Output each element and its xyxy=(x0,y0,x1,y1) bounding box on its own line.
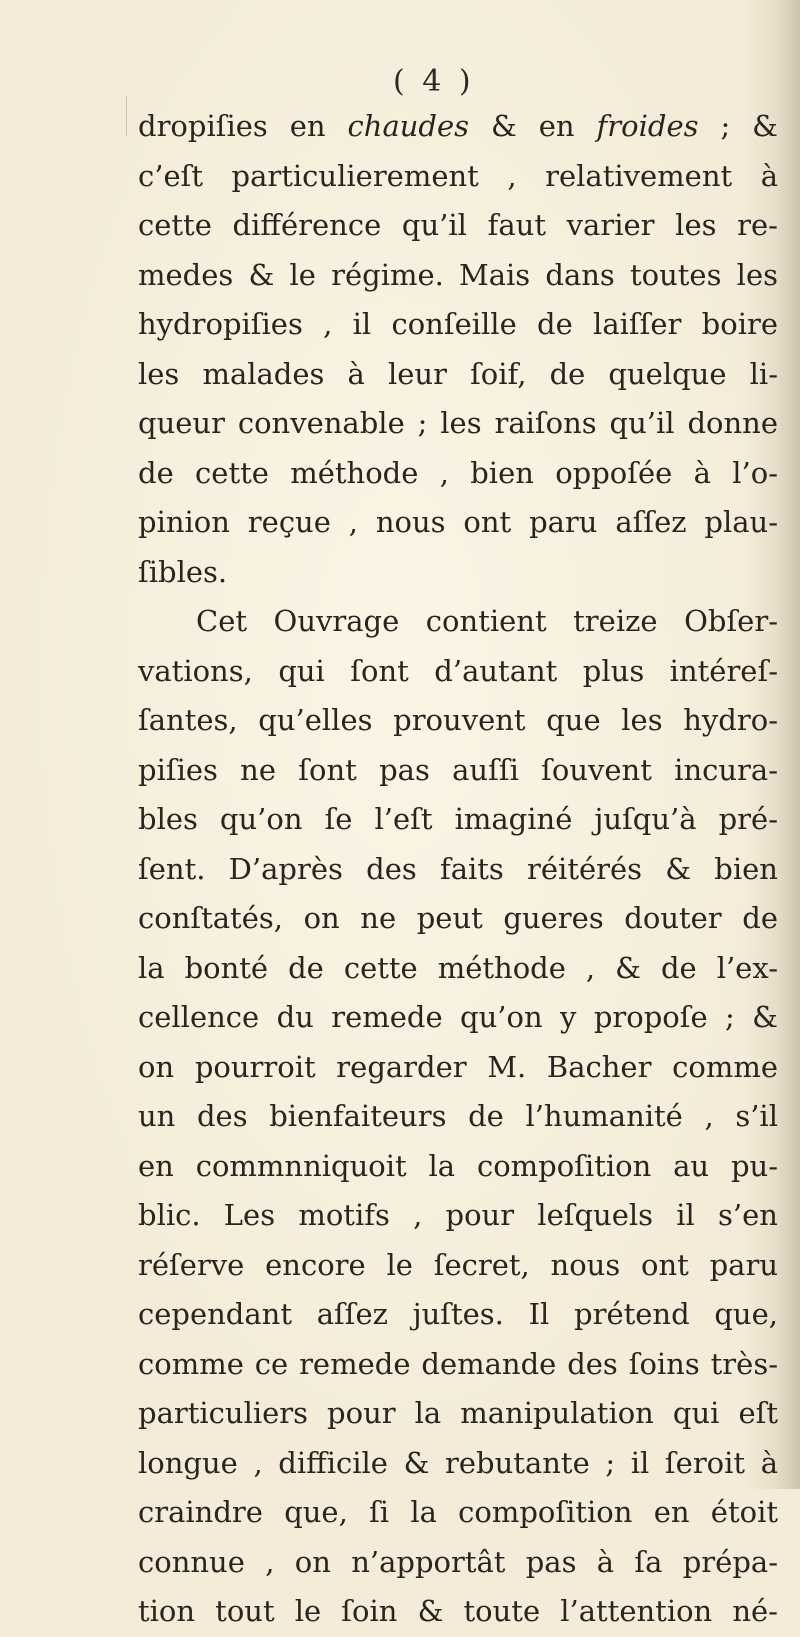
paragraph-end-line: ſibles. xyxy=(138,554,228,589)
italic-word: chaudes xyxy=(347,109,470,143)
text-line: réſerve encore le ſecret, nous ont paru xyxy=(138,1247,778,1282)
text-line: conſtatés, on ne peut gueres douter de xyxy=(138,901,778,935)
italic-word: froides xyxy=(596,109,699,143)
text-line: les malades à leur ſoif, de quelque li- xyxy=(138,356,778,391)
text-line: bles qu’on ſe l’eſt imaginé juſqu’à pré- xyxy=(138,802,778,836)
text-line: longue , difficile & rebutante ; il ſeroit à xyxy=(138,1445,778,1480)
text-line: la bonté de cette méthode , & de l’ex- xyxy=(138,950,778,985)
text-line: queur convenable ; les raiſons qu’il donne xyxy=(138,406,778,440)
text-line: un des bienfaiteurs de l’humanité , s’il xyxy=(138,1099,778,1133)
text-line: en commnniquoit la compoſition au pu- xyxy=(138,1148,778,1183)
text-line: cellence du remede qu’on y propoſe ; & xyxy=(138,1000,778,1034)
text-line: piſies ne ſont pas auſſi ſouvent incura- xyxy=(138,752,778,787)
text-line: pinion reçue , nous ont paru aſſez plau- xyxy=(138,505,778,539)
text-line: comme ce remede demande des ſoins très- xyxy=(138,1346,778,1381)
gutter-mark xyxy=(126,96,127,136)
text-line: ſent. D’après des faits réitérés & bien xyxy=(138,851,778,886)
text-line: ſantes, qu’elles prouvent que les hydro- xyxy=(138,703,778,737)
text-line: craindre que, ſi la compoſition en étoit xyxy=(138,1495,778,1529)
text-line: cependant aſſez juſtes. Il prétend que, xyxy=(138,1297,778,1331)
text-line: medes & le régime. Mais dans toutes les xyxy=(138,257,778,292)
text-line: particuliers pour la manipulation qui eſt xyxy=(138,1396,778,1430)
text-line: tion tout le ſoin & toute l’attention né- xyxy=(138,1594,778,1628)
body-text xyxy=(138,102,778,1637)
text-line: c’eſt particulierement , relativement à xyxy=(138,158,778,193)
text-line: de cette méthode , bien oppoſée à l’o- xyxy=(138,455,778,490)
paragraph-start-line: Cet Ouvrage contient treize Obſer- xyxy=(196,604,778,638)
text-line: dropiſies en chaudes & en froides ; & xyxy=(138,109,778,143)
text-line: blic. Les motifs , pour leſquels il s’en xyxy=(138,1198,778,1232)
text-line: cette différence qu’il faut varier les re- xyxy=(138,208,778,242)
text-line: hydropiſies , il conſeille de laiſſer boire xyxy=(138,307,778,341)
text-line: connue , on n’apportât pas à ſa prépa- xyxy=(138,1544,778,1579)
text-line: on pourroit regarder M. Bacher comme xyxy=(138,1049,778,1084)
text-line: vations, qui ſont d’autant plus intéreſ- xyxy=(138,653,778,688)
page-number: ( 4 ) xyxy=(393,64,475,99)
